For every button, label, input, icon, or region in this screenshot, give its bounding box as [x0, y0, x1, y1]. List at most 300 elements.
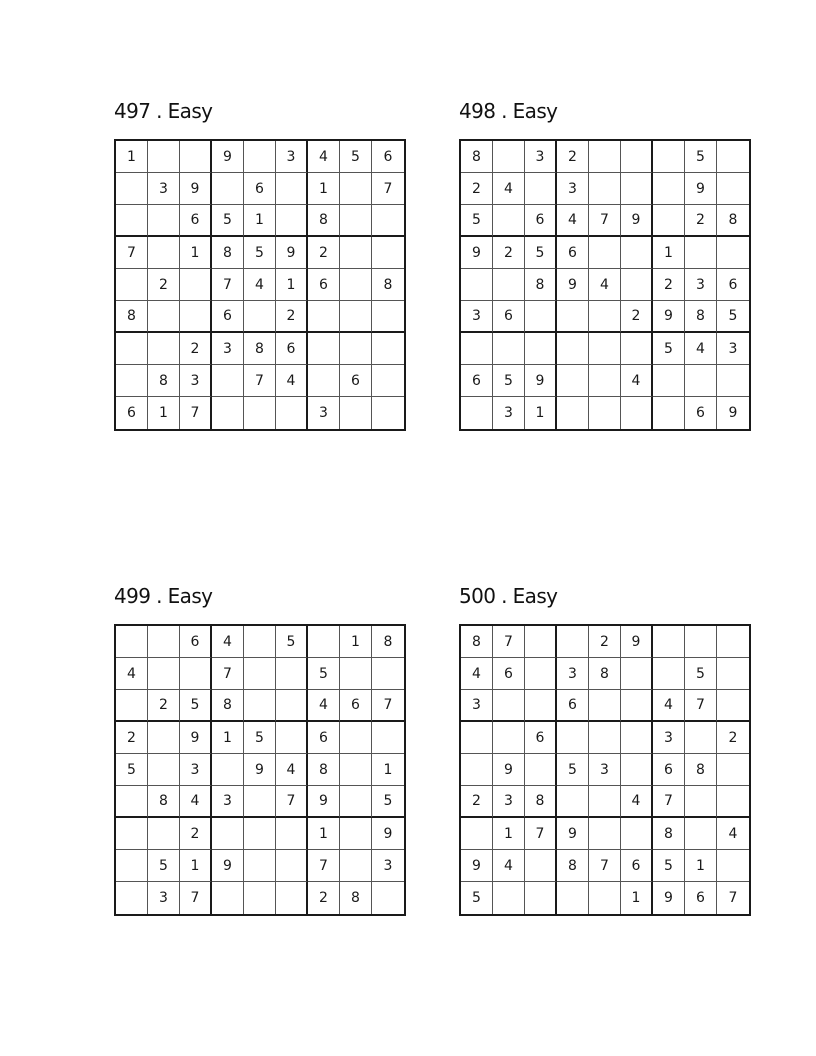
- sudoku-cell: [244, 850, 276, 882]
- sudoku-cell: [116, 365, 148, 397]
- sudoku-cell: [589, 786, 621, 818]
- sudoku-cell: 9: [493, 754, 525, 786]
- sudoku-cell: 2: [493, 237, 525, 269]
- sudoku-cell: [589, 237, 621, 269]
- sudoku-cell: [116, 818, 148, 850]
- sudoku-cell: 3: [493, 397, 525, 429]
- sudoku-cell: [276, 205, 308, 237]
- sudoku-cell: 4: [653, 690, 685, 722]
- sudoku-cell: [653, 365, 685, 397]
- sudoku-cell: [308, 333, 340, 365]
- sudoku-cell: [212, 365, 244, 397]
- sudoku-cell: 7: [372, 173, 404, 205]
- sudoku-cell: 9: [180, 722, 212, 754]
- sudoku-cell: 7: [308, 850, 340, 882]
- sudoku-cell: 5: [525, 237, 557, 269]
- puzzle-title: 498 . Easy: [459, 99, 558, 123]
- sudoku-cell: 2: [685, 205, 717, 237]
- sudoku-cell: 7: [493, 626, 525, 658]
- sudoku-cell: [340, 786, 372, 818]
- sudoku-cell: [621, 754, 653, 786]
- sudoku-cell: [493, 333, 525, 365]
- sudoku-cell: 9: [557, 818, 589, 850]
- sudoku-cell: 9: [685, 173, 717, 205]
- sudoku-cell: 5: [308, 658, 340, 690]
- sudoku-cell: 9: [180, 173, 212, 205]
- sudoku-cell: 4: [493, 173, 525, 205]
- sudoku-cell: [589, 333, 621, 365]
- sudoku-cell: [340, 754, 372, 786]
- sudoku-cell: [244, 690, 276, 722]
- sudoku-cell: [148, 818, 180, 850]
- sudoku-cell: 7: [116, 237, 148, 269]
- sudoku-cell: 5: [493, 365, 525, 397]
- sudoku-cell: 4: [589, 269, 621, 301]
- sudoku-cell: 6: [717, 269, 749, 301]
- sudoku-cell: [372, 722, 404, 754]
- sudoku-cell: [180, 658, 212, 690]
- sudoku-cell: [589, 301, 621, 333]
- sudoku-cell: 6: [180, 205, 212, 237]
- sudoku-cell: 6: [493, 301, 525, 333]
- sudoku-cell: [276, 658, 308, 690]
- sudoku-cell: [525, 850, 557, 882]
- sudoku-cell: [340, 205, 372, 237]
- sudoku-cell: 8: [557, 850, 589, 882]
- sudoku-cell: [244, 626, 276, 658]
- sudoku-cell: [116, 205, 148, 237]
- sudoku-cell: [589, 722, 621, 754]
- sudoku-cell: 5: [340, 141, 372, 173]
- sudoku-cell: 6: [525, 205, 557, 237]
- sudoku-cell: [276, 397, 308, 429]
- sudoku-cell: [653, 173, 685, 205]
- sudoku-cell: [717, 626, 749, 658]
- sudoku-cell: 5: [717, 301, 749, 333]
- sudoku-cell: 8: [244, 333, 276, 365]
- sudoku-cell: [372, 237, 404, 269]
- sudoku-cell: [372, 301, 404, 333]
- sudoku-cell: 1: [340, 626, 372, 658]
- sudoku-cell: [621, 333, 653, 365]
- sudoku-cell: [621, 722, 653, 754]
- sudoku-cell: [653, 141, 685, 173]
- sudoku-cell: 4: [308, 690, 340, 722]
- sudoku-cell: [212, 818, 244, 850]
- sudoku-cell: [589, 365, 621, 397]
- sudoku-cell: [244, 301, 276, 333]
- sudoku-cell: 9: [212, 141, 244, 173]
- sudoku-cell: [557, 882, 589, 914]
- sudoku-cell: 1: [148, 397, 180, 429]
- sudoku-cell: [340, 301, 372, 333]
- sudoku-cell: 1: [212, 722, 244, 754]
- sudoku-cell: 6: [116, 397, 148, 429]
- sudoku-cell: [717, 690, 749, 722]
- sudoku-cell: 1: [180, 237, 212, 269]
- sudoku-cell: [653, 626, 685, 658]
- sudoku-cell: 2: [589, 626, 621, 658]
- sudoku-cell: 4: [244, 269, 276, 301]
- sudoku-cell: [340, 269, 372, 301]
- sudoku-cell: [308, 626, 340, 658]
- sudoku-cell: 8: [148, 365, 180, 397]
- sudoku-cell: 1: [308, 818, 340, 850]
- sudoku-cell: 4: [276, 754, 308, 786]
- sudoku-cell: 4: [116, 658, 148, 690]
- sudoku-cell: [116, 690, 148, 722]
- sudoku-cell: [525, 301, 557, 333]
- sudoku-cell: [525, 882, 557, 914]
- sudoku-cell: [276, 818, 308, 850]
- sudoku-cell: 9: [461, 237, 493, 269]
- sudoku-cell: 8: [212, 237, 244, 269]
- sudoku-cell: 3: [525, 141, 557, 173]
- sudoku-cell: 3: [308, 397, 340, 429]
- sudoku-cell: 3: [493, 786, 525, 818]
- sudoku-cell: 6: [557, 690, 589, 722]
- sudoku-cell: [340, 333, 372, 365]
- sudoku-cell: 9: [728, 405, 738, 421]
- sudoku-cell: [685, 365, 717, 397]
- sudoku-cell: 5: [244, 722, 276, 754]
- sudoku-cell: 3: [212, 786, 244, 818]
- sudoku-cell: [340, 818, 372, 850]
- sudoku-cell: 6: [461, 365, 493, 397]
- sudoku-cell: 3: [557, 173, 589, 205]
- sudoku-cell: [244, 658, 276, 690]
- sudoku-cell: [717, 141, 749, 173]
- sudoku-cell: [653, 397, 685, 429]
- sudoku-cell: 8: [525, 786, 557, 818]
- sudoku-cell: [621, 141, 653, 173]
- sudoku-cell: 7: [180, 882, 212, 914]
- sudoku-cell: 3: [557, 658, 589, 690]
- sudoku-cell: 6: [653, 754, 685, 786]
- sudoku-cell: [276, 722, 308, 754]
- sudoku-cell: 8: [372, 269, 404, 301]
- sudoku-cell: [717, 173, 749, 205]
- puzzle-title: 499 . Easy: [114, 584, 213, 608]
- sudoku-cell: 2: [148, 269, 180, 301]
- sudoku-cell: 4: [276, 365, 308, 397]
- sudoku-cell: 2: [276, 301, 308, 333]
- sudoku-cell: 6: [244, 173, 276, 205]
- sudoku-cell: 9: [653, 882, 685, 914]
- sudoku-cell: 6: [276, 333, 308, 365]
- sudoku-cell: 2: [717, 722, 749, 754]
- sudoku-cell: 7: [180, 397, 212, 429]
- sudoku-cell: 4: [493, 850, 525, 882]
- sudoku-cell: 2: [180, 818, 212, 850]
- sudoku-cell: [148, 626, 180, 658]
- sudoku-cell: 4: [685, 333, 717, 365]
- sudoku-cell: 8: [525, 269, 557, 301]
- sudoku-cell: 7: [728, 890, 738, 906]
- sudoku-cell: 9: [525, 365, 557, 397]
- puzzle-title: 497 . Easy: [114, 99, 213, 123]
- sudoku-cell: [525, 690, 557, 722]
- sudoku-cell: [717, 365, 749, 397]
- sudoku-cell: 7: [212, 269, 244, 301]
- sudoku-cell: 8: [461, 626, 493, 658]
- sudoku-cell: [717, 786, 749, 818]
- sudoku-cell: [116, 626, 148, 658]
- sudoku-cell: 7: [525, 818, 557, 850]
- sudoku-cell: 4: [212, 626, 244, 658]
- sudoku-cell: [180, 301, 212, 333]
- sudoku-cell: 1: [621, 882, 653, 914]
- sudoku-cell: [212, 754, 244, 786]
- sudoku-cell: [461, 722, 493, 754]
- sudoku-cell: [148, 141, 180, 173]
- sudoku-cell: [621, 397, 653, 429]
- sudoku-cell: [244, 818, 276, 850]
- sudoku-cell: [493, 722, 525, 754]
- sudoku-cell: [276, 850, 308, 882]
- sudoku-cell: 3: [461, 690, 493, 722]
- sudoku-cell: 6: [685, 882, 717, 914]
- sudoku-cell: [276, 690, 308, 722]
- sudoku-cell: 7: [589, 850, 621, 882]
- sudoku-cell: 7: [685, 690, 717, 722]
- sudoku-cell: [621, 173, 653, 205]
- sudoku-cell: [212, 397, 244, 429]
- sudoku-cell: [148, 658, 180, 690]
- sudoku-cell: 6: [525, 722, 557, 754]
- sudoku-cell: [244, 141, 276, 173]
- sudoku-cell: [372, 658, 404, 690]
- sudoku-cell: 7: [212, 658, 244, 690]
- sudoku-cell: 8: [717, 205, 749, 237]
- sudoku-cell: [372, 882, 404, 914]
- sudoku-cell: [116, 786, 148, 818]
- sudoku-cell: 2: [180, 333, 212, 365]
- sudoku-cell: [116, 850, 148, 882]
- sudoku-cell: 8: [461, 141, 493, 173]
- sudoku-cell: 8: [685, 754, 717, 786]
- sudoku-cell: 3: [180, 365, 212, 397]
- sudoku-cell: [653, 658, 685, 690]
- sudoku-cell: 4: [557, 205, 589, 237]
- sudoku-cell: 9: [372, 818, 404, 850]
- sudoku-grid: [459, 139, 751, 431]
- sudoku-cell: [717, 237, 749, 269]
- sudoku-cell: 8: [340, 882, 372, 914]
- sudoku-cell: [461, 818, 493, 850]
- sudoku-cell: [557, 301, 589, 333]
- sudoku-cell: [557, 397, 589, 429]
- sudoku-cell: 2: [557, 141, 589, 173]
- sudoku-cell: 8: [308, 754, 340, 786]
- sudoku-cell: [212, 882, 244, 914]
- sudoku-cell: [589, 690, 621, 722]
- sudoku-cell: 6: [493, 658, 525, 690]
- sudoku-cell: 8: [212, 690, 244, 722]
- sudoku-cell: [212, 173, 244, 205]
- sudoku-cell: 6: [308, 269, 340, 301]
- sudoku-cell: [116, 269, 148, 301]
- sudoku-cell: 3: [461, 301, 493, 333]
- sudoku-cell: 5: [461, 882, 493, 914]
- sudoku-cell: 5: [212, 205, 244, 237]
- sudoku-cell: [308, 365, 340, 397]
- sudoku-cell: [621, 658, 653, 690]
- sudoku-cell: [180, 269, 212, 301]
- sudoku-cell: 3: [276, 141, 308, 173]
- sudoku-cell: 1: [276, 269, 308, 301]
- puzzle-title: 500 . Easy: [459, 584, 558, 608]
- sudoku-cell: 3: [653, 722, 685, 754]
- sudoku-cell: 5: [685, 658, 717, 690]
- sudoku-cell: 1: [493, 818, 525, 850]
- sudoku-cell: 1: [308, 173, 340, 205]
- sudoku-cell: [557, 626, 589, 658]
- sudoku-cell: [340, 722, 372, 754]
- sudoku-cell: 4: [717, 818, 749, 850]
- sudoku-cell: [148, 754, 180, 786]
- sudoku-cell: 2: [461, 173, 493, 205]
- sudoku-cell: 5: [685, 141, 717, 173]
- sudoku-cell: 6: [557, 237, 589, 269]
- sudoku-cell: [340, 850, 372, 882]
- sudoku-cell: [461, 333, 493, 365]
- sudoku-cell: [685, 818, 717, 850]
- sudoku-cell: 8: [653, 818, 685, 850]
- sudoku-cell: [525, 754, 557, 786]
- sudoku-cell: [148, 237, 180, 269]
- sudoku-cell: 2: [461, 786, 493, 818]
- sudoku-cell: 1: [244, 205, 276, 237]
- sudoku-cell: [557, 722, 589, 754]
- sudoku-cell: 5: [180, 690, 212, 722]
- sudoku-cell: [180, 141, 212, 173]
- sudoku-cell: 3: [372, 850, 404, 882]
- sudoku-cell: [525, 333, 557, 365]
- sudoku-cell: 1: [372, 754, 404, 786]
- sudoku-cell: 7: [589, 205, 621, 237]
- sudoku-cell: 8: [116, 301, 148, 333]
- sudoku-cell: [340, 397, 372, 429]
- sudoku-cell: 7: [276, 786, 308, 818]
- sudoku-cell: 3: [180, 754, 212, 786]
- sudoku-cell: 3: [589, 754, 621, 786]
- sudoku-cell: [148, 722, 180, 754]
- sudoku-cell: [685, 237, 717, 269]
- sudoku-cell: [525, 658, 557, 690]
- sudoku-cell: 6: [340, 690, 372, 722]
- sudoku-cell: [557, 786, 589, 818]
- sudoku-cell: [589, 173, 621, 205]
- sudoku-cell: [116, 882, 148, 914]
- sudoku-grid: [459, 624, 751, 916]
- sudoku-cell: [525, 626, 557, 658]
- sudoku-cell: [372, 397, 404, 429]
- sudoku-cell: [340, 237, 372, 269]
- sudoku-cell: [653, 205, 685, 237]
- sudoku-cell: [717, 658, 749, 690]
- sudoku-cell: [493, 205, 525, 237]
- sudoku-cell: 2: [621, 301, 653, 333]
- sudoku-cell: 7: [372, 690, 404, 722]
- sudoku-cell: [589, 397, 621, 429]
- sudoku-cell: [493, 269, 525, 301]
- sudoku-cell: [717, 850, 749, 882]
- sudoku-cell: 5: [276, 626, 308, 658]
- sudoku-cell: 3: [148, 173, 180, 205]
- sudoku-cell: 3: [212, 333, 244, 365]
- sudoku-cell: 6: [308, 722, 340, 754]
- sudoku-cell: 9: [621, 626, 653, 658]
- sudoku-cell: 6: [621, 850, 653, 882]
- sudoku-cell: [276, 173, 308, 205]
- sudoku-cell: 4: [621, 786, 653, 818]
- sudoku-cell: [116, 173, 148, 205]
- sudoku-cell: 9: [276, 237, 308, 269]
- sudoku-cell: 5: [116, 754, 148, 786]
- sudoku-cell: [589, 882, 621, 914]
- sudoku-cell: 8: [148, 786, 180, 818]
- sudoku-cell: [589, 818, 621, 850]
- sudoku-cell: [621, 818, 653, 850]
- sudoku-cell: [372, 205, 404, 237]
- sudoku-cell: 2: [308, 882, 340, 914]
- sudoku-cell: 9: [308, 786, 340, 818]
- sudoku-cell: [685, 626, 717, 658]
- sudoku-cell: [685, 722, 717, 754]
- sudoku-cell: 3: [717, 333, 749, 365]
- sudoku-cell: 1: [653, 237, 685, 269]
- sudoku-cell: [308, 301, 340, 333]
- sudoku-cell: [116, 333, 148, 365]
- sudoku-cell: [493, 690, 525, 722]
- sudoku-cell: 6: [212, 301, 244, 333]
- sudoku-cell: 8: [308, 205, 340, 237]
- sudoku-cell: 2: [308, 237, 340, 269]
- sudoku-cell: 1: [525, 397, 557, 429]
- sudoku-cell: 9: [461, 850, 493, 882]
- sudoku-cell: [493, 882, 525, 914]
- sudoku-cell: 1: [116, 141, 148, 173]
- sudoku-cell: 9: [653, 301, 685, 333]
- sudoku-cell: 6: [372, 141, 404, 173]
- sudoku-cell: [372, 333, 404, 365]
- sudoku-cell: 9: [212, 850, 244, 882]
- sudoku-cell: 1: [685, 850, 717, 882]
- sudoku-cell: 9: [621, 205, 653, 237]
- sudoku-cell: 6: [340, 365, 372, 397]
- sudoku-cell: 2: [116, 722, 148, 754]
- sudoku-cell: [493, 141, 525, 173]
- sudoku-cell: 5: [557, 754, 589, 786]
- sudoku-cell: [148, 333, 180, 365]
- sudoku-cell: [717, 754, 749, 786]
- sudoku-cell: [244, 882, 276, 914]
- sudoku-cell: 5: [653, 333, 685, 365]
- sudoku-grid: [114, 139, 406, 431]
- sudoku-cell: [276, 882, 308, 914]
- sudoku-cell: 5: [372, 786, 404, 818]
- sudoku-cell: 5: [653, 850, 685, 882]
- sudoku-cell: [525, 173, 557, 205]
- sudoku-cell: 9: [244, 754, 276, 786]
- sudoku-cell: [621, 269, 653, 301]
- sudoku-cell: 4: [308, 141, 340, 173]
- sudoku-cell: 7: [244, 365, 276, 397]
- sudoku-cell: 3: [685, 269, 717, 301]
- sudoku-cell: [589, 141, 621, 173]
- sudoku-grid: [114, 624, 406, 916]
